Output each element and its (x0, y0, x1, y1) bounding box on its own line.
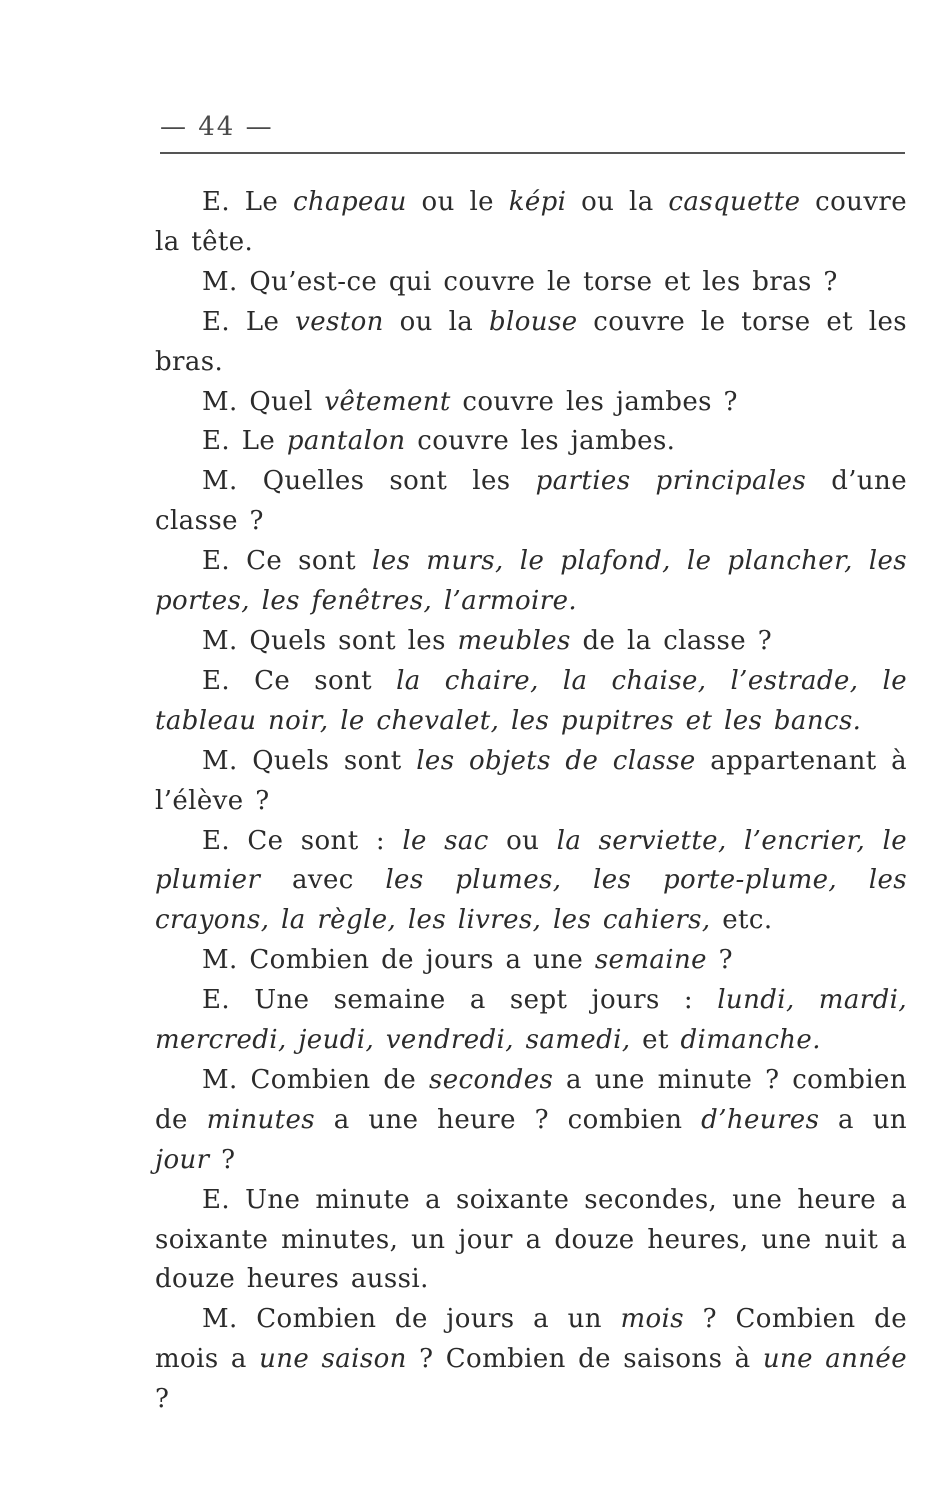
text-run: E. Une semaine a sept jours : (202, 985, 718, 1016)
italic-term: une année (762, 1344, 907, 1375)
page-number: — 44 — (160, 112, 274, 142)
italic-term: une saison (259, 1344, 407, 1375)
header-rule (160, 152, 905, 154)
dialogue-paragraph (155, 941, 907, 981)
text-run: ? (209, 1144, 236, 1175)
text-run: a un (819, 1104, 907, 1135)
text-run: M. Quels sont les (202, 625, 458, 656)
italic-term: secondes (428, 1064, 554, 1095)
italic-term: pantalon (286, 426, 406, 457)
italic-term: casquette (668, 187, 801, 217)
text-run: M. Combien de jours a une (202, 945, 595, 976)
dialogue-paragraph (155, 303, 907, 383)
text-run: couvre le torse et les bras. (155, 306, 908, 377)
dialogue-paragraph (155, 462, 907, 542)
text-run: E. Ce sont : (202, 825, 403, 856)
text-run: etc. (710, 905, 773, 936)
text-run: avec (260, 865, 386, 896)
italic-term: jour (155, 1144, 210, 1175)
dialogue-paragraph (155, 383, 907, 423)
text-run: M. Quel (202, 386, 325, 417)
dialogue-paragraph (155, 662, 907, 742)
text-run: M. Combien de (202, 1064, 429, 1095)
text-run: E. Le (202, 187, 293, 217)
italic-term: les murs, le plafond, le plancher, les portes, les fenêtres, l’armoire. (155, 546, 907, 617)
italic-term: chapeau (292, 187, 407, 217)
italic-term: meubles (457, 625, 571, 656)
italic-term: semaine (594, 945, 707, 976)
italic-term: mois (620, 1304, 685, 1335)
text-run: a une heure ? combien (315, 1104, 702, 1135)
text-run: E. Une minute a soixante secondes, une heure a soixante minutes, un jour a douze heures, une nuit a douze heures aussi. (155, 1184, 907, 1295)
italic-term: le sac (402, 825, 489, 856)
text-run: et (630, 1025, 681, 1056)
text-run: M. Quels sont (202, 745, 417, 776)
italic-term: blouse (489, 306, 578, 337)
text-run: E. Ce sont (202, 665, 397, 696)
dialogue-paragraph (155, 1061, 907, 1181)
text-run: couvre la tête. (155, 187, 908, 257)
dialogue-paragraph (155, 542, 907, 622)
dialogue-paragraph (155, 263, 907, 303)
italic-term: la chaire, la chaise, l’estrade, le tableau noir, le chevalet, les pupitres et les bancs. (155, 665, 907, 736)
text-run: couvre les jambes ? (450, 386, 738, 417)
italic-term: d’heures (701, 1104, 820, 1135)
text-run: a une minute ? combien de (155, 1064, 907, 1135)
text-run: appartenant à l’élève ? (155, 745, 908, 816)
text-run: couvre les jambes. (405, 426, 676, 457)
text-run: ? (155, 1384, 170, 1415)
text-run: ? Combien de saisons à (406, 1344, 763, 1375)
text-run: M. Quelles sont les (202, 466, 536, 497)
text-run: ou le (406, 187, 509, 217)
italic-term: lundi, mardi, mercredi, jeudi, vendredi, samedi, (155, 985, 907, 1056)
dialogue-paragraph (155, 1300, 907, 1420)
dialogue-paragraph (155, 422, 907, 462)
text-run: ? Combien de mois a (155, 1304, 907, 1375)
dialogue-paragraph (155, 183, 907, 263)
text-run: E. Ce sont (202, 546, 372, 577)
italic-term: vêtement (324, 386, 451, 417)
text-run: E. Le (202, 306, 296, 337)
page-text (155, 183, 907, 1420)
italic-term: minutes (206, 1104, 316, 1135)
dialogue-paragraph (155, 742, 907, 822)
italic-term: les objets de classe (416, 745, 696, 776)
text-run: ou (488, 825, 557, 856)
text-run: d’une classe ? (155, 466, 907, 537)
italic-term: képi (508, 187, 567, 217)
text-run: E. Le (202, 426, 287, 457)
italic-term: les plumes, les porte-plume, les crayons, la règle, les livres, les cahiers, (155, 865, 907, 936)
dialogue-paragraph (155, 822, 907, 942)
text-run: M. Qu’est-ce qui couvre le torse et les bras ? (202, 266, 838, 297)
italic-term: la serviette, l’encrier, le plumier (155, 825, 908, 896)
text-run: ou la (383, 306, 489, 337)
dialogue-paragraph (155, 981, 907, 1061)
text-run: de la classe ? (570, 625, 773, 656)
dialogue-paragraph (155, 622, 907, 662)
text-run: ou la (566, 187, 669, 217)
text-run: M. Combien de jours a un (202, 1304, 621, 1335)
italic-term: dimanche. (680, 1025, 821, 1056)
text-run: ? (706, 945, 733, 976)
italic-term: veston (295, 306, 384, 337)
italic-term: parties principales (535, 466, 807, 497)
dialogue-paragraph (155, 1181, 907, 1301)
